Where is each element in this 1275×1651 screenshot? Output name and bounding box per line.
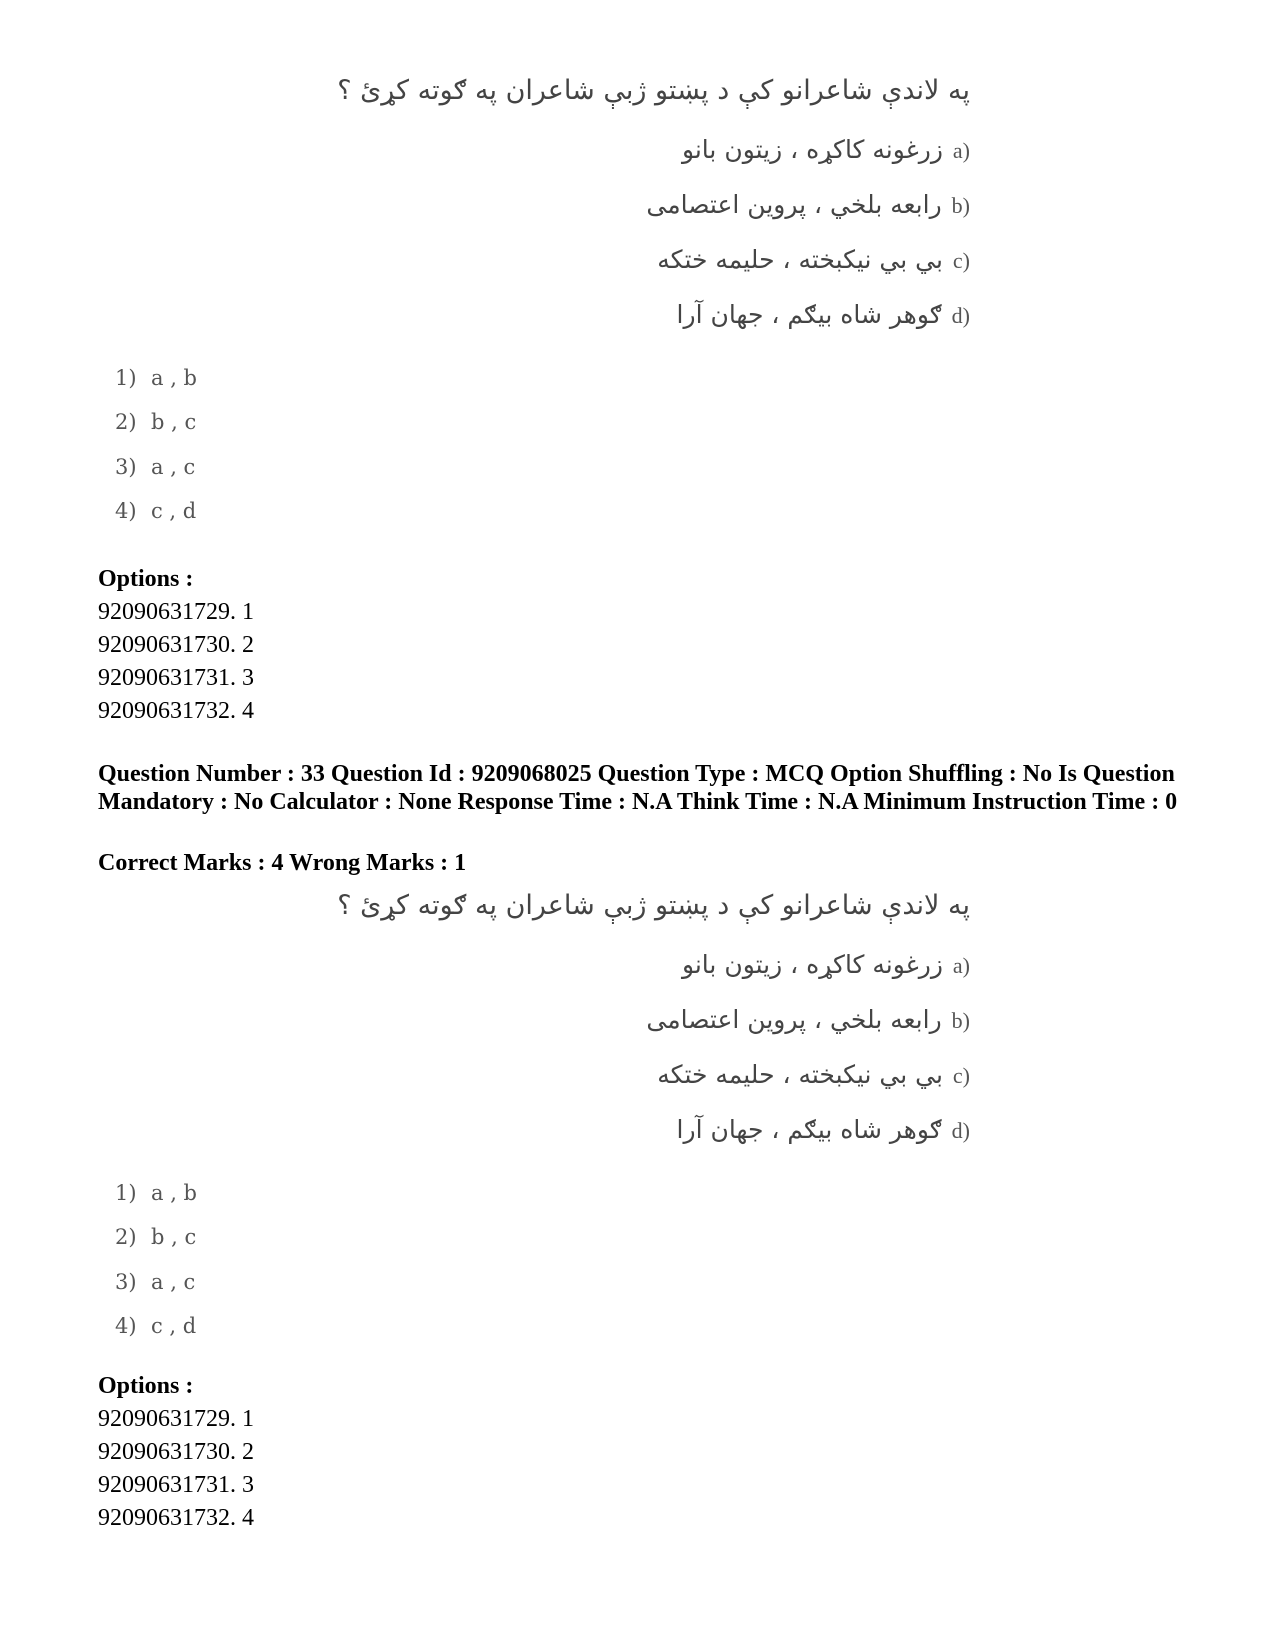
question-item-d [677, 1115, 970, 1144]
question-image [330, 75, 970, 345]
option-line-2: 92090631730. 2 [98, 1439, 254, 1465]
answer-item-2 [115, 410, 196, 434]
answer-number: 3) [115, 455, 137, 479]
question-item-mark: a) [952, 953, 970, 978]
answer-item-1 [115, 366, 197, 390]
answer-number: 2) [115, 410, 137, 434]
question-item-a [682, 950, 970, 979]
question-item-text: زرغونه کاکړه ، زيتون بانو [681, 950, 943, 979]
option-line-4: 92090631732. 4 [98, 1505, 254, 1531]
answer-item-3 [115, 1270, 195, 1294]
option-line-3: 92090631731. 3 [98, 665, 254, 691]
question-meta: Question Number : 33 Question Id : 9209068025 Question Type : MCQ Option Shuffling : No Is Question Mandatory : No Calculator : None Response Time : N.A Think Time : N.A Minimum Instruction Time : 0 [98, 761, 1178, 815]
question-stem: په لاندې شاعرانو کې د پښتو ژبې شاعران په ګوته کړئ ؟ [337, 890, 970, 921]
question-item-a [682, 135, 970, 164]
answer-number: 2) [115, 1225, 137, 1249]
question-item-mark: c) [952, 1063, 970, 1088]
option-line-3: 92090631731. 3 [98, 1472, 254, 1498]
question-item-b [646, 190, 970, 219]
question-item-mark: c) [952, 248, 970, 273]
question-marks: Correct Marks : 4 Wrong Marks : 1 [98, 850, 467, 876]
option-line-1: 92090631729. 1 [98, 1406, 254, 1432]
answer-text: c , d [151, 1314, 197, 1338]
answer-text: b , c [151, 1225, 197, 1249]
question-block-1 [0, 0, 1275, 724]
answer-text: c , d [151, 499, 197, 523]
question-item-d [677, 300, 970, 329]
question-item-text: ګوهر شاه بيګم ، جهان آرا [676, 1115, 942, 1144]
question-block-2 [0, 760, 1275, 1640]
question-item-mark: d) [951, 1118, 970, 1143]
answer-number: 4) [115, 1314, 137, 1338]
question-item-text: رابعه بلخي ، پروين اعتصامی [646, 1005, 942, 1034]
question-item-mark: b) [951, 193, 970, 218]
question-item-text: رابعه بلخي ، پروين اعتصامی [646, 190, 942, 219]
question-item-mark: a) [952, 138, 970, 163]
question-item-text: بي بي نيکبخته ، حليمه ختکه [657, 245, 943, 274]
answer-text: a , b [151, 366, 197, 390]
question-item-text: زرغونه کاکړه ، زيتون بانو [681, 135, 943, 164]
question-stem: په لاندې شاعرانو کې د پښتو ژبې شاعران په ګوته کړئ ؟ [337, 75, 970, 106]
answer-item-3 [115, 455, 195, 479]
answer-number: 1) [115, 366, 137, 390]
answer-number: 4) [115, 499, 137, 523]
question-item-text: بي بي نيکبخته ، حليمه ختکه [657, 1060, 943, 1089]
option-line-1: 92090631729. 1 [98, 599, 254, 625]
question-item-text: ګوهر شاه بيګم ، جهان آرا [676, 300, 942, 329]
answer-item-4 [115, 499, 196, 523]
answer-item-1 [115, 1181, 197, 1205]
answer-text: a , c [151, 455, 196, 479]
question-item-mark: d) [951, 303, 970, 328]
answer-number: 1) [115, 1181, 137, 1205]
question-item-c [657, 245, 970, 274]
answer-text: a , b [151, 1181, 197, 1205]
answer-item-2 [115, 1225, 196, 1249]
option-line-2: 92090631730. 2 [98, 632, 254, 658]
answer-number: 3) [115, 1270, 137, 1294]
question-image [330, 890, 970, 1160]
question-item-c [657, 1060, 970, 1089]
answer-item-4 [115, 1314, 196, 1338]
option-line-4: 92090631732. 4 [98, 698, 254, 724]
answer-text: b , c [151, 410, 197, 434]
options-heading: Options : [98, 1373, 194, 1399]
question-item-mark: b) [951, 1008, 970, 1033]
question-item-b [646, 1005, 970, 1034]
options-heading: Options : [98, 566, 194, 592]
answer-text: a , c [151, 1270, 196, 1294]
